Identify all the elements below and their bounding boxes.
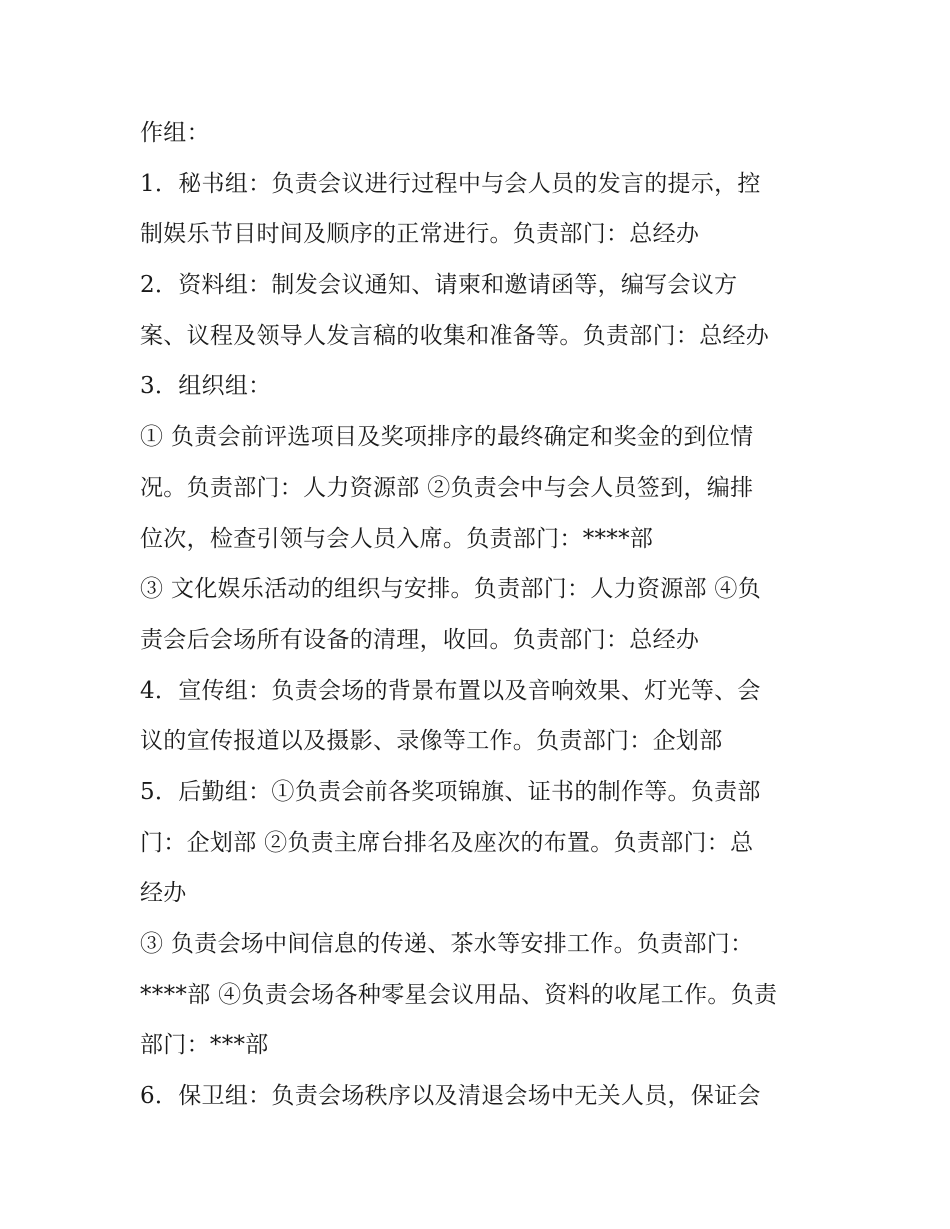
text-line: 议的宣传报道以及摄影、录像等工作。负责部门：企划部 [140,728,723,755]
text-line: 2．资料组：制发会议通知、请柬和邀请函等，编写会议方 [140,272,738,299]
text-line: 部门：***部 [140,1032,269,1059]
text-line: 经办 [140,880,187,907]
text-line: 责会后会场所有设备的清理，收回。负责部门：总经办 [140,626,700,653]
text-line: 1．秘书组：负责会议进行过程中与会人员的发言的提示，控 [140,170,761,197]
document-body [140,108,820,1122]
text-line: ③ 负责会场中间信息的传递、茶水等安排工作。负责部门： [140,931,754,957]
text-line: ③ 文化娱乐活动的组织与安排。负责部门：人力资源部 ④负 [140,576,762,603]
text-line: 案、议程及领导人发言稿的收集和准备等。负责部门：总经办 [140,322,770,349]
text-line: 门：企划部 ②负责主席台排名及座次的布置。负责部门：总 [140,829,754,856]
text-line: 6．保卫组：负责会场秩序以及清退会场中无关人员，保证会 [140,1083,761,1110]
text-line: 4．宣传组：负责会场的背景布置以及音响效果、灯光等、会 [140,677,761,704]
text-line: ****部 ④负责会场各种零星会议用品、资料的收尾工作。负责 [140,981,778,1008]
text-line: ① 负责会前评选项目及奖项排序的最终确定和奖金的到位情 [140,424,754,451]
text-line: 制娱乐节目时间及顺序的正常进行。负责部门：总经办 [140,221,700,248]
text-line: 况。负责部门：人力资源部 ②负责会中与会人员签到，编排 [140,474,754,501]
text-line: 3．组织组： [140,373,272,400]
text-line: 作组： [140,120,210,146]
text-line: 5．后勤组：①负责会前各奖项锦旗、证书的制作等。负责部 [140,778,761,805]
text-line: 位次，检查引领与会人员入席。负责部门：****部 [140,525,654,552]
